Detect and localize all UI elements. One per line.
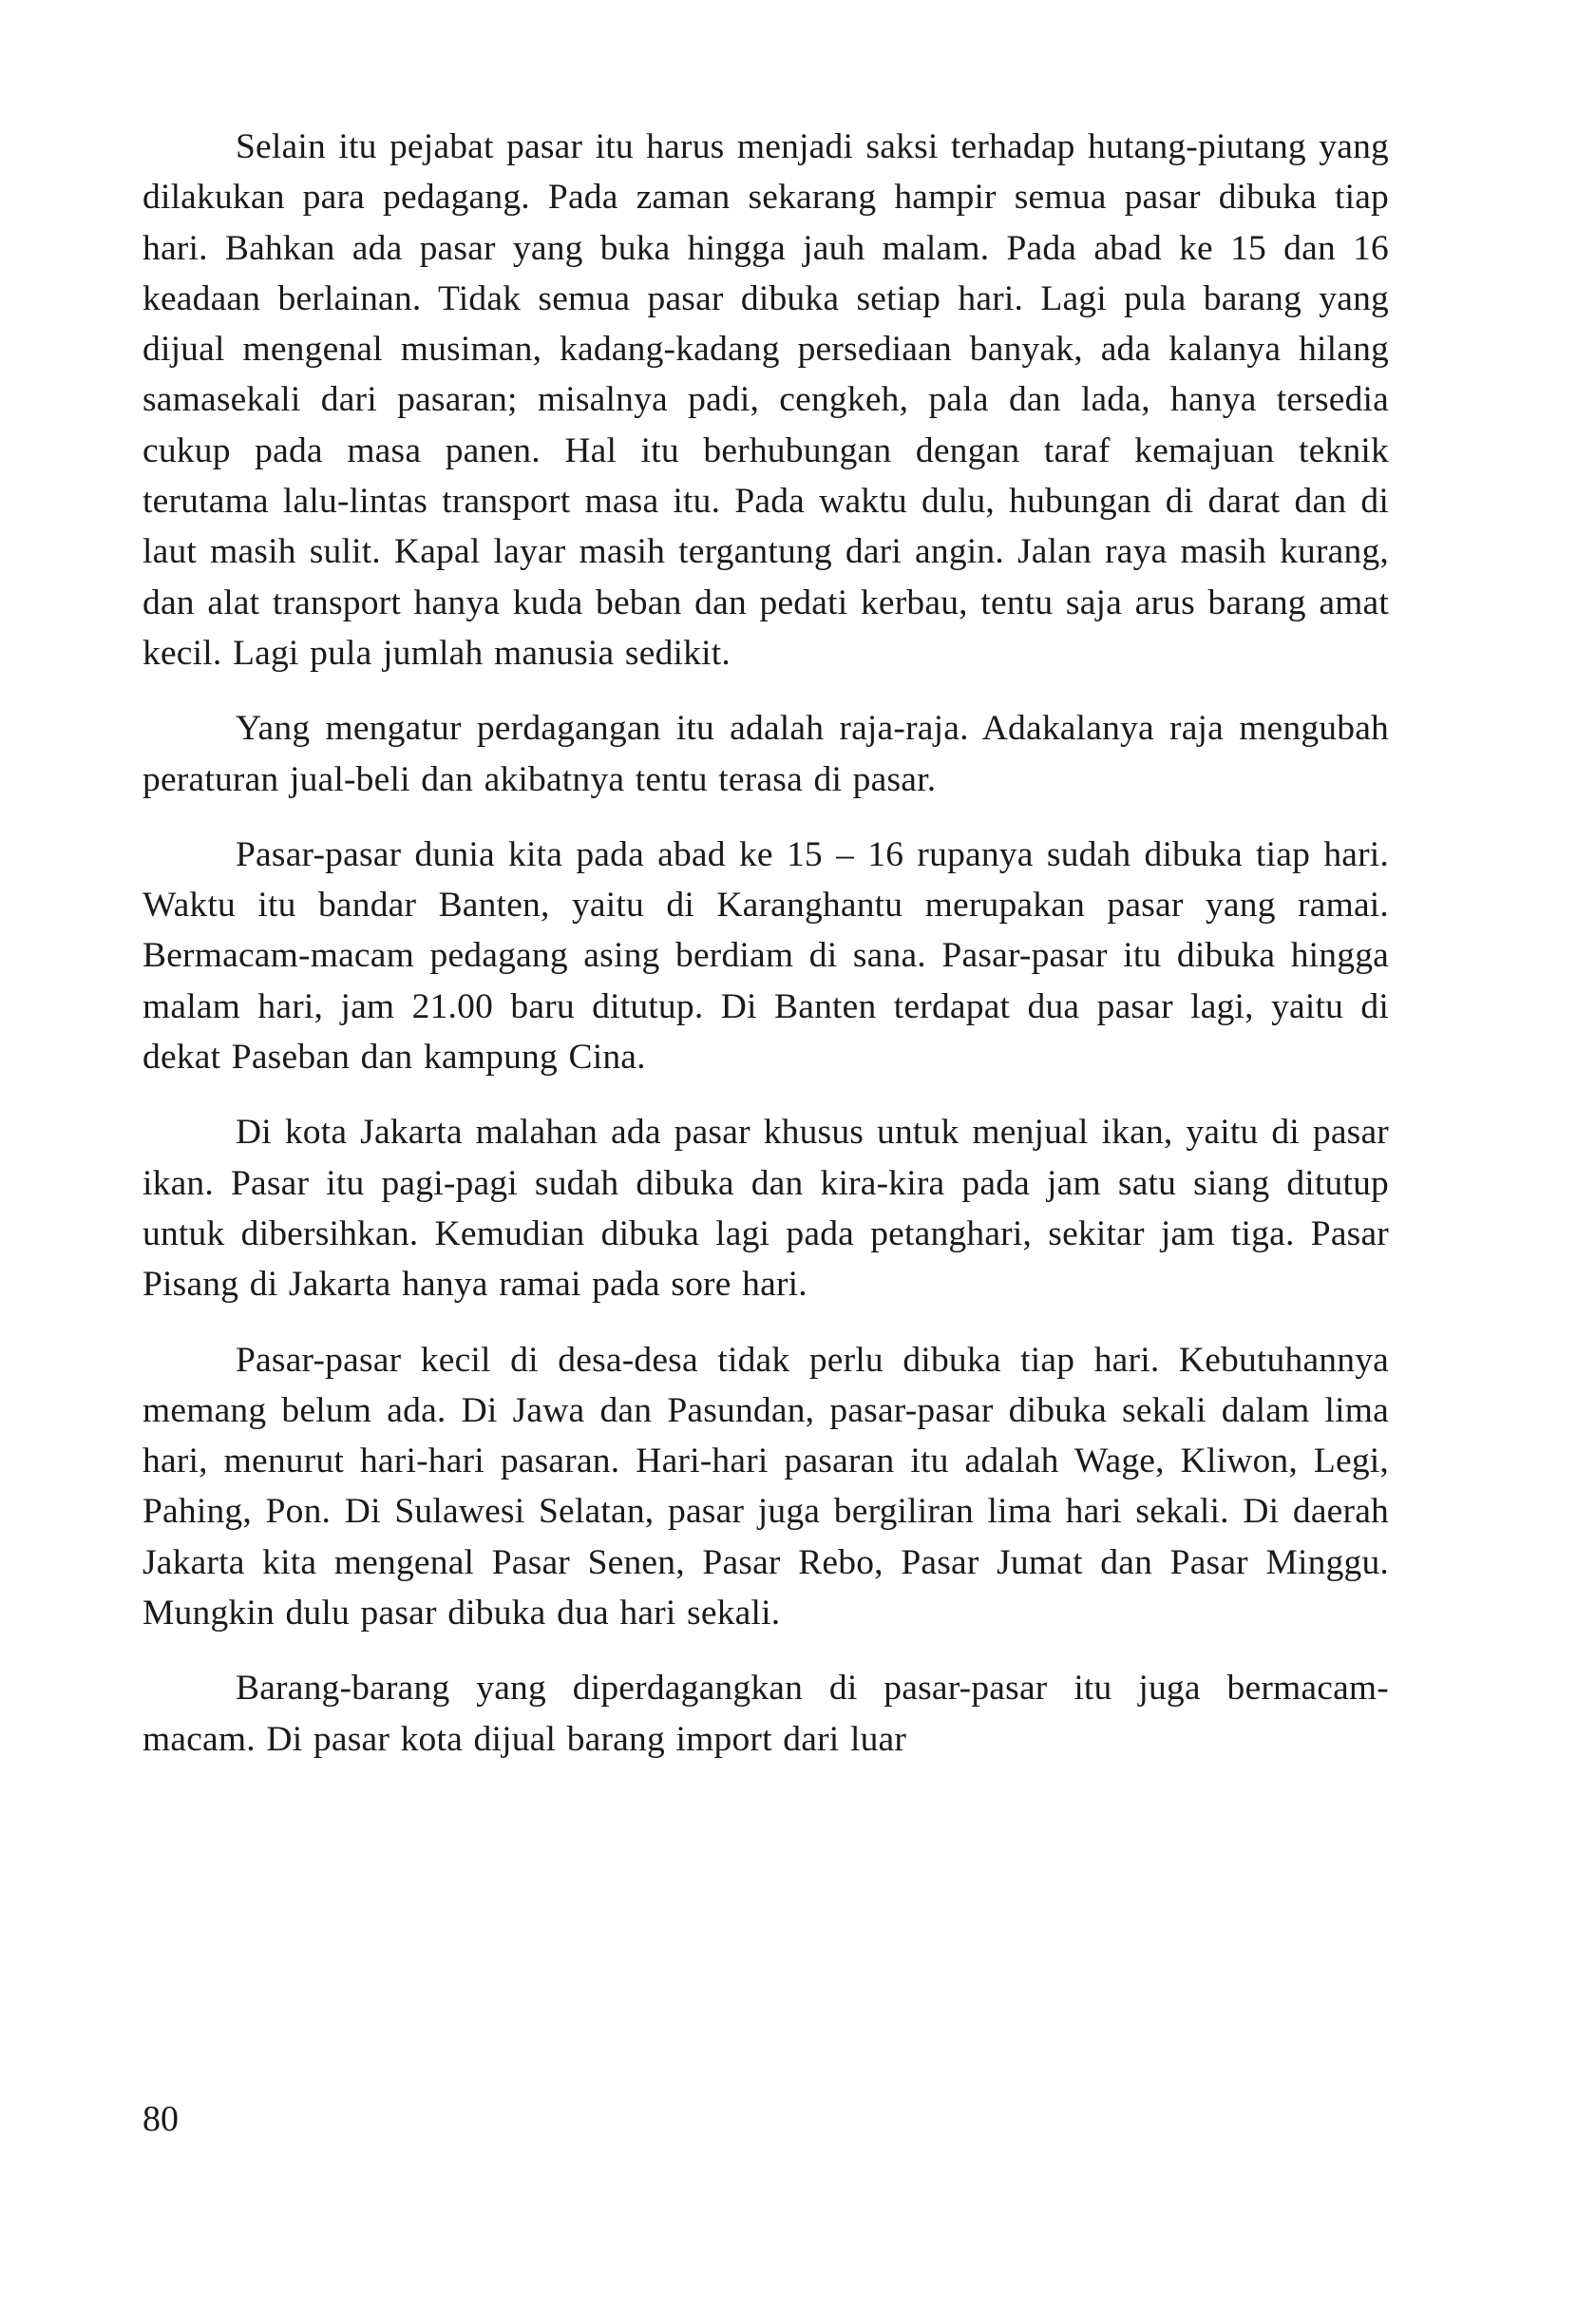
page-number: 80 [142, 2099, 179, 2139]
paragraph: Di kota Jakarta malahan ada pasar khusus untuk menjual ikan, yaitu di pasar ikan. Pasar itu pagi-pagi sudah dibuka dan kira-kira pada jam satu siang ditutup untuk dibersihkan. Kemudian dibuka lagi pada petanghari, sekitar jam tiga. Pasar Pisang di Jakarta hanya ramai pada sore hari. [142, 1113, 1389, 1305]
body-text [142, 122, 1389, 1789]
paragraph: Pasar-pasar dunia kita pada abad ke 15 – 16 rupanya sudah dibuka tiap hari. Waktu itu bandar Banten, yaitu di Karanghantu merupakan pasar yang ramai. Bermacam-macam pedagang asing berdiam di sana. Pasar-pasar itu dibuka hingga malam hari, jam 21.00 baru ditutup. Di Banten terdapat dua pasar lagi, yaitu di dekat Paseban dan kampung Cina. [142, 834, 1389, 1078]
paragraph: Selain itu pejabat pasar itu harus menjadi saksi terhadap hutang-piutang yang dilakukan para pedagang. Pada zaman sekarang hampir semua pasar dibuka tiap hari. Bahkan ada pasar yang buka hingga jauh malam. Pada abad ke 15 dan 16 keadaan berlainan. Tidak semua pasar dibuka setiap hari. Lagi pula barang yang dijual mengenal musiman, kadang-kadang persediaan banyak, ada kalanya hilang samasekali dari pasaran; misalnya padi, cengkeh, pala dan lada, hanya tersedia cukup pada masa panen. Hal itu berhubungan dengan taraf kemajuan teknik terutama lalu-lintas transport masa itu. Pada waktu dulu, hubungan di darat dan di laut masih sulit. Kapal layar masih tergantung dari angin. Jalan raya masih kurang, dan alat transport hanya kuda beban dan pedati kerbau, tentu saja arus barang amat kecil. Lagi pula jumlah manusia sedikit. [142, 127, 1389, 673]
paragraph: Pasar-pasar kecil di desa-desa tidak perlu dibuka tiap hari. Kebutuhannya memang belum ada. Di Jawa dan Pasundan, pasar-pasar dibuka sekali dalam lima hari, menurut hari-hari pasaran. Hari-hari pasaran itu adalah Wage, Kliwon, Legi, Pahing, Pon. Di Sulawesi Selatan, pasar juga bergiliran lima hari sekali. Di daerah Jakarta kita mengenal Pasar Senen, Pasar Rebo, Pasar Jumat dan Pasar Minggu. Mungkin dulu pasar dibuka dua hari sekali. [142, 1340, 1389, 1633]
paragraph: Barang-barang yang diperdagangkan di pasar-pasar itu juga bermacam-macam. Di pasar kota dijual barang import dari luar [142, 1669, 1389, 1759]
paragraph: Yang mengatur perdagangan itu adalah raja-raja. Adakalanya raja mengubah peraturan jual-beli dan akibatnya tentu terasa di pasar. [142, 709, 1389, 799]
